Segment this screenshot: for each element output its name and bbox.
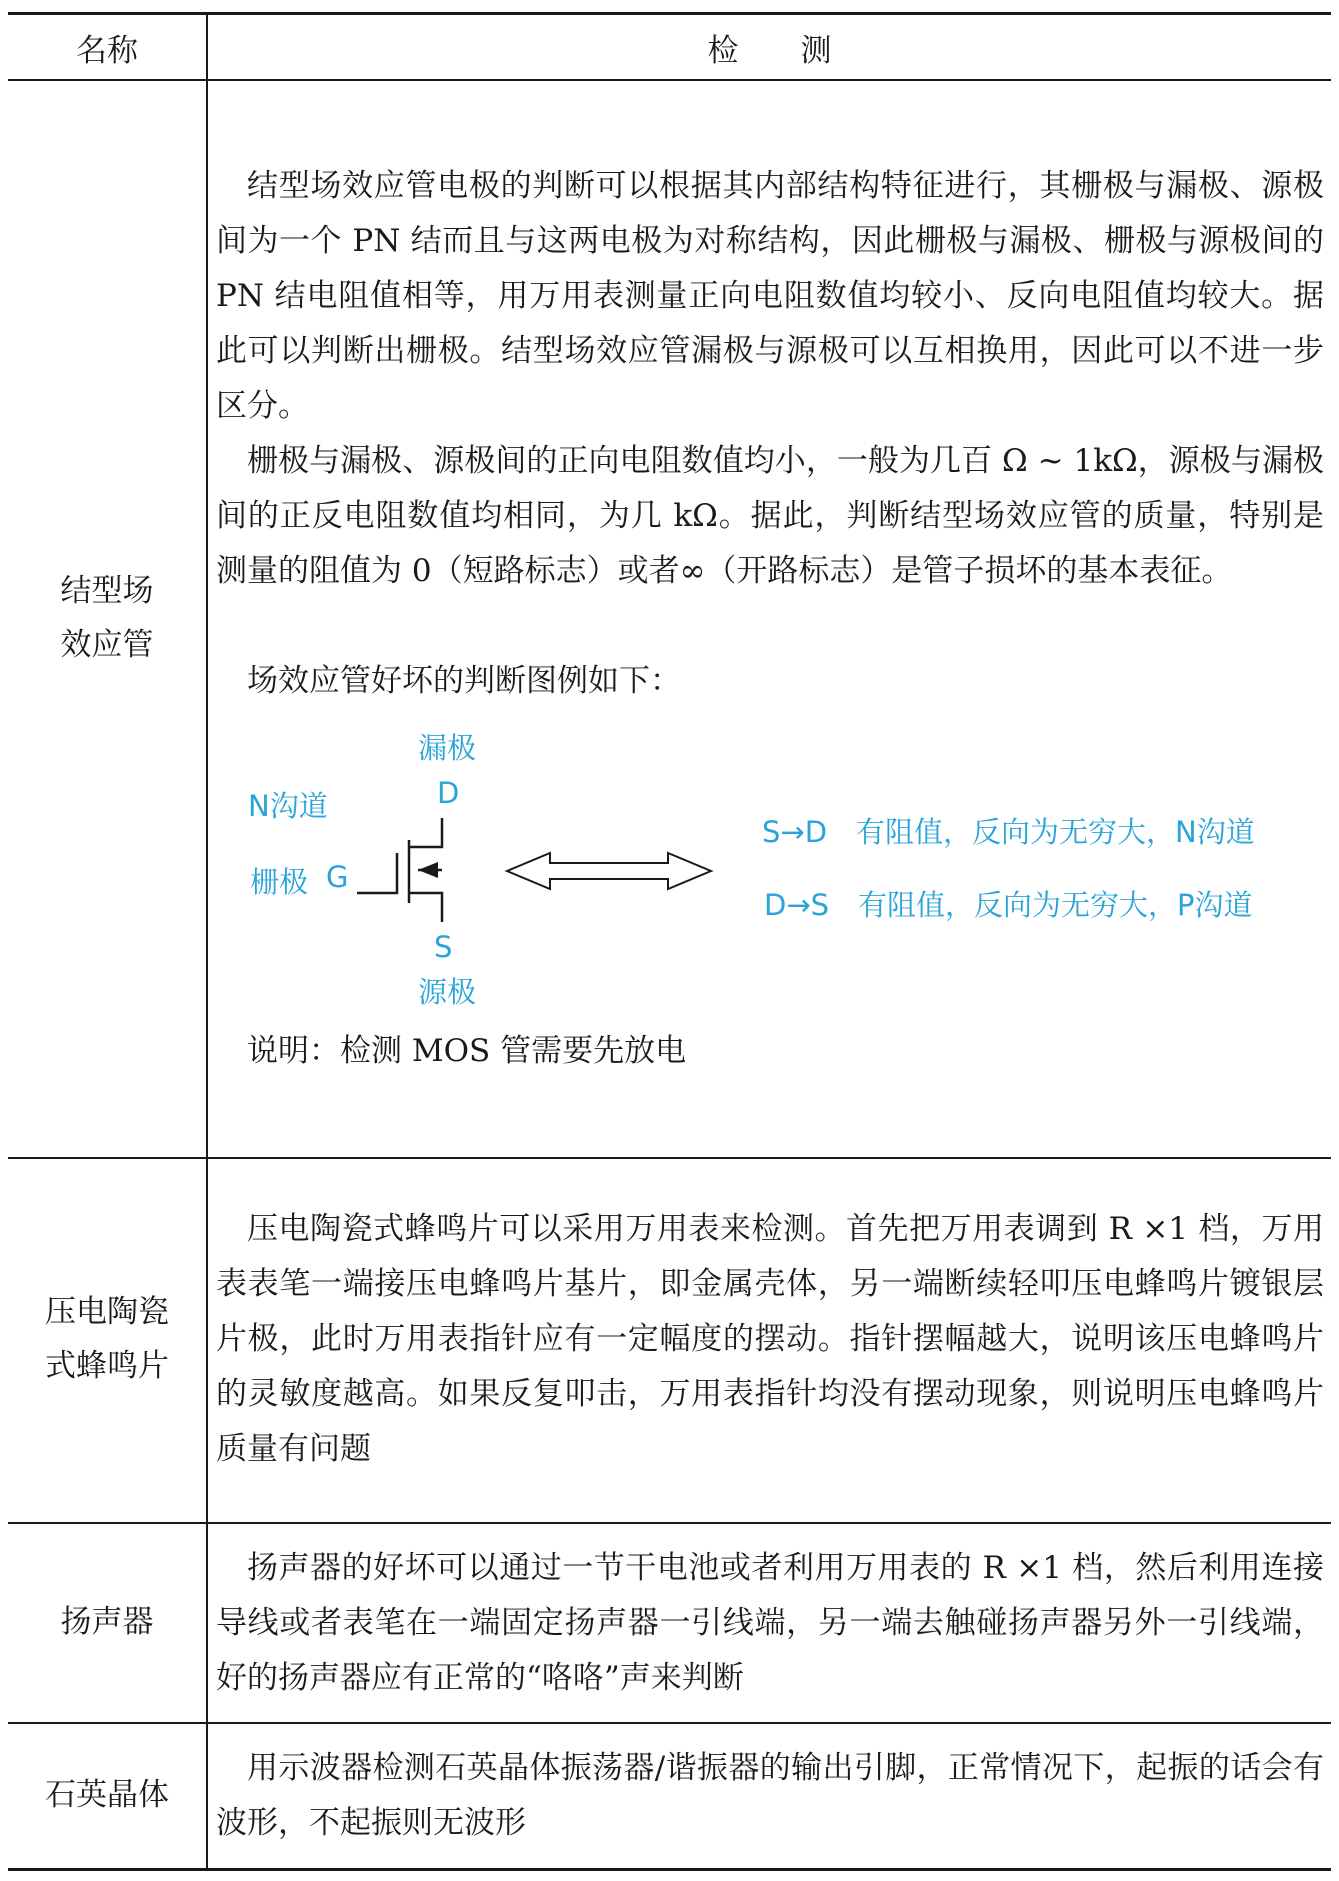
row-2-name xyxy=(8,1285,206,1393)
drain-letter: D xyxy=(437,776,460,810)
channel-arrow xyxy=(418,862,438,878)
row-4-name-line-1: 石英晶体 xyxy=(45,1777,169,1813)
row-3-paragraph-1: 扬声器的好坏可以通过一节干电池或者利用万用表的 R ×1 档，然后利用连接导线或者表笔在一端固定扬声器一引线端，另一端去触碰扬声器另外一引线端，好的扬声器应有正常的“咯咯”声来判断 xyxy=(216,1550,1324,1696)
source-lead xyxy=(409,893,442,922)
channel-label: N沟道 xyxy=(248,789,328,823)
gate-letter: G xyxy=(326,860,349,894)
row-1-note: 说明：检测 MOS 管需要先放电 xyxy=(247,1033,687,1069)
row-1-paragraph-1: 结型场效应管电极的判断可以根据其内部结构特征进行，其栅极与漏极、源极间为一个 PN 结而且与这两电极为对称结构，因此栅极与漏极、栅极与源极间的 PN 结电阻值相等，用万用表测量正向电阻数值均较小、反向电阻值均较大。据此可以判断出栅极。结型场效应管漏极与源极可以互相换用，因此可以不进一步区分。 xyxy=(216,168,1324,424)
gate-label: 栅极 xyxy=(250,865,309,899)
row-3-name xyxy=(8,1595,206,1649)
row-1-paragraph-3: 场效应管好坏的判断图例如下： xyxy=(247,663,681,699)
header-name-label: 名称 xyxy=(76,32,138,69)
row-2-name-line-1: 压电陶瓷 xyxy=(45,1294,169,1330)
row-2-paragraph-1: 压电陶瓷式蜂鸣片可以采用万用表来检测。首先把万用表调到 R ×1 档，万用表表笔一端接压电蜂鸣片基片，即金属壳体，另一端断续轻叩压电蜂鸣片镀银层片极，此时万用表指针应有一定幅度的摆动。指针摆幅越大，说明该压电蜂鸣片的灵敏度越高。如果反复叩击，万用表指针均没有摆动现象，则说明压电蜂鸣片质量有问题 xyxy=(216,1211,1324,1467)
result-1: S→D 有阻值，反向为无穷大，N沟道 xyxy=(762,815,1255,849)
result-2: D→S 有阻值，反向为无穷大，P沟道 xyxy=(764,888,1253,922)
header-name-cell xyxy=(8,14,206,80)
drain-label: 漏极 xyxy=(418,731,477,765)
row-1-name-line-1: 结型场 xyxy=(60,573,154,609)
drain-lead xyxy=(409,818,442,847)
source-letter: S xyxy=(434,930,453,964)
column-divider xyxy=(206,14,208,1871)
row-1-name xyxy=(8,564,206,672)
row-4-paragraph-1: 用示波器检测石英晶体振荡器/谐振器的输出引脚，正常情况下，起振的话会有波形，不起振则无波形 xyxy=(216,1750,1324,1841)
row-3-name-line-1: 扬声器 xyxy=(60,1604,154,1640)
row-2-name-line-2: 式蜂鸣片 xyxy=(45,1348,169,1384)
gate-lead xyxy=(357,853,397,893)
row-4-name xyxy=(8,1768,206,1822)
row-1-paragraph-2: 栅极与漏极、源极间的正向电阻数值均小，一般为几百 Ω ~ 1kΩ，源极与漏极间的正反电阻数值均相同，为几 kΩ。据此，判断结型场效应管的质量，特别是测量的阻值为 0（短路标志）或者∞（开路标志）是管子损坏的基本表征。 xyxy=(216,443,1324,589)
header-check-label: 检 测 xyxy=(707,32,832,69)
header-check-cell xyxy=(208,14,1331,80)
double-arrow xyxy=(507,853,711,889)
source-label: 源极 xyxy=(418,975,477,1009)
row-1-name-line-2: 效应管 xyxy=(60,627,154,663)
